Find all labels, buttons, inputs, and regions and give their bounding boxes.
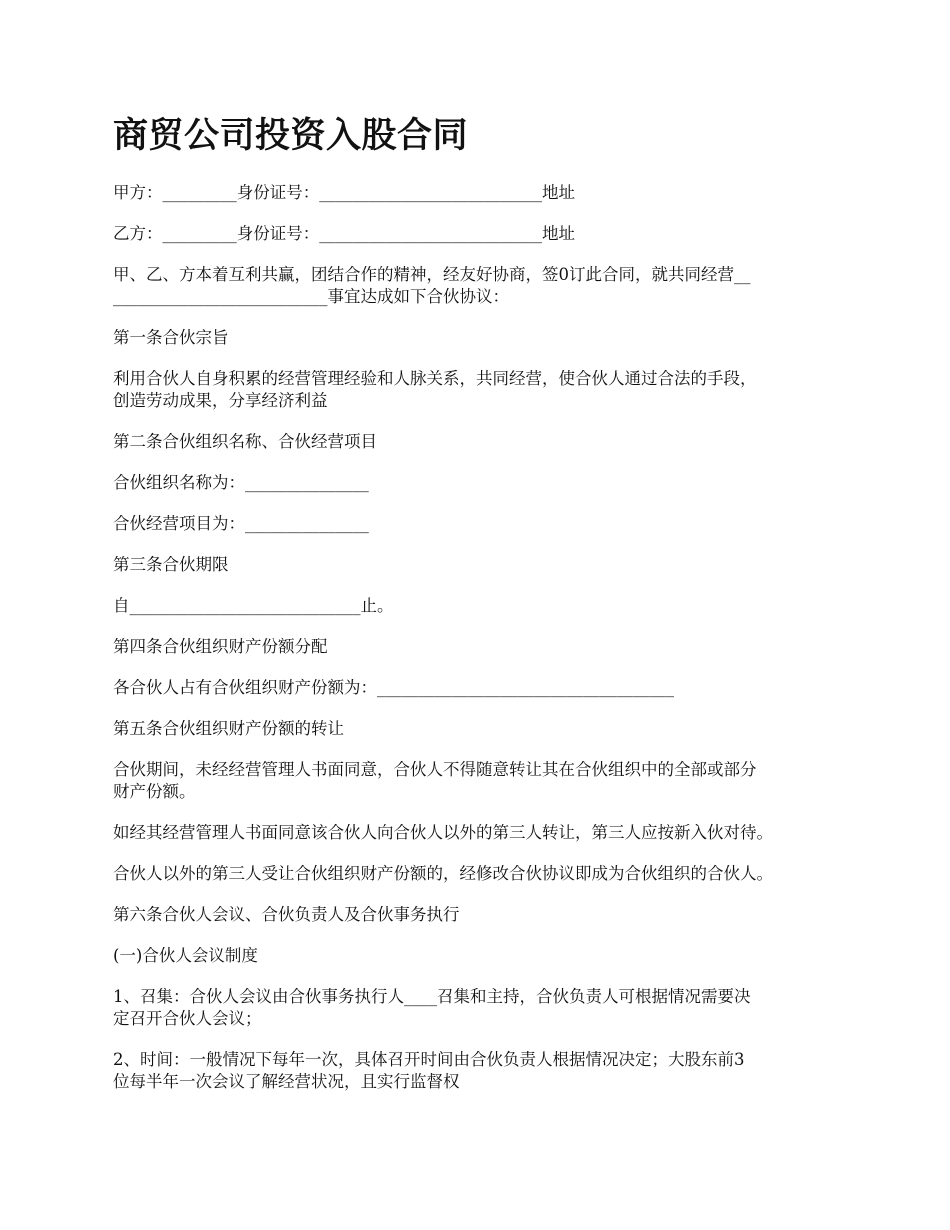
article-1-heading: 第一条合伙宗旨 [113,328,229,347]
article-6-heading: 第六条合伙人会议、合伙负责人及合伙事务执行 [113,905,460,924]
transfer-restriction-text: 合伙期间，未经经营管理人书面同意，合伙人不得随意转让其在合伙组织中的全部或部分 财产份额。 [113,760,757,801]
meeting-time-text: 2、时间：一般情况下每年一次，具体召开时间由合伙负责人根据情况决定；大股东前3 位每半年一次会议了解经营状况，且实行监督权 [113,1050,745,1091]
share-allocation-line: 各合伙人占有合伙组织财产份额为：____________________________________ [113,678,674,697]
meeting-system-heading: (一)合伙人会议制度 [113,946,258,965]
document-title: 商贸公司投资入股合同 [113,115,469,156]
third-party-transfer-text: 如经其经营管理人书面同意该合伙人向合伙人以外的第三人转让，第三人应按新入伙对待。 [113,823,773,842]
article-4-heading: 第四条合伙组织财产份额分配 [113,637,328,656]
party-a-line: 甲方：_________身份证号：___________________________地址 [113,183,575,202]
meeting-convening-text: 1、召集：合伙人会议由合伙事务执行人____召集和主持，合伙负责人可根据情况需要决 定召开合伙人会议； [113,987,751,1028]
article-5-heading: 第五条合伙组织财产份额的转让 [113,719,344,738]
article-1-text: 利用合伙人自身积累的经营管理经验和人脉关系，共同经营，使合伙人通过合法的手段， 创造劳动成果，分享经济利益 [113,369,757,410]
term-line: 自____________________________止。 [113,596,394,615]
article-3-heading: 第三条合伙期限 [113,555,229,574]
article-2-heading: 第二条合伙组织名称、合伙经营项目 [113,432,377,451]
contract-document [113,112,858,1112]
third-party-partner-text: 合伙人以外的第三人受让合伙组织财产份额的，经修改合伙协议即成为合伙组织的合伙人。 [113,864,773,883]
party-b-line: 乙方：_________身份证号：___________________________地址 [113,224,575,243]
business-project-line: 合伙经营项目为：_______________ [113,514,369,533]
partnership-name-line: 合伙组织名称为：_______________ [113,473,369,492]
preamble-paragraph: 甲、乙、方本着互利共赢，团结合作的精神，经友好协商，签0订此合同，就共同经营__ __________________________事宜达成如下合伙协议： [113,265,751,306]
